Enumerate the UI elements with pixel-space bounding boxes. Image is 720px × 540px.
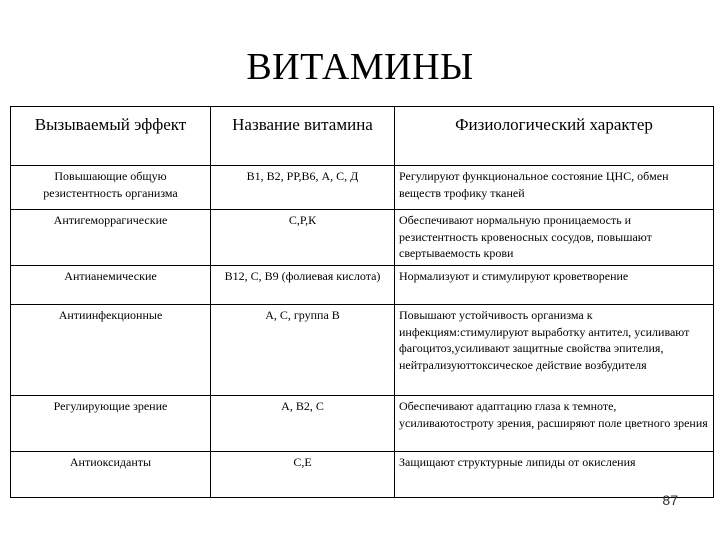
table-row [11,452,714,498]
table-row [11,266,714,305]
vitamin-cell: В1, В2, РР,В6, А, С, Д [211,166,395,210]
physio-cell: Защищают структурные липиды от окисления [395,452,714,498]
physio-cell: Обеспечивают адаптацию глаза к темноте, усиливаютостроту зрения, расширяют поле цветного зрения [395,396,714,452]
physio-cell: Повышают устойчивость организма к инфекциям:стимулируют выработку антител, усиливают фагоцитоз,усиливают защитные свойства эпителия, нейтрализуюттоксическое действие возбудителя [395,305,714,396]
column-header-vitamin: Название витамина [211,107,395,166]
physio-cell: Обеспечивают нормальную проницаемость и резистентность кровеносных сосудов, повышают свертываемость крови [395,210,714,266]
vitamin-cell: С,Е [211,452,395,498]
vitamin-cell: А, В2, С [211,396,395,452]
vitamin-cell: С,Р,К [211,210,395,266]
table-row [11,396,714,452]
table-header-row [11,107,714,166]
vitamin-cell: В12, С, В9 (фолиевая кислота) [211,266,395,305]
effect-cell: Антиинфекционные [11,305,211,396]
vitamin-cell: А, С, группа В [211,305,395,396]
page-number: 87 [662,492,678,508]
physio-cell: Регулируют функциональное состояние ЦНС, обмен веществ трофику тканей [395,166,714,210]
vitamins-table [10,106,714,498]
column-header-physio: Физиологический характер [395,107,714,166]
effect-cell: Повышающие общую резистентность организма [11,166,211,210]
table-row [11,166,714,210]
column-header-effect: Вызываемый эффект [11,107,211,166]
page-title: ВИТАМИНЫ [246,46,474,88]
physio-cell: Нормализуют и стимулируют кроветворение [395,266,714,305]
effect-cell: Антиоксиданты [11,452,211,498]
table-row [11,210,714,266]
effect-cell: Антианемические [11,266,211,305]
effect-cell: Антигеморрагические [11,210,211,266]
table-row [11,305,714,396]
effect-cell: Регулирующие зрение [11,396,211,452]
